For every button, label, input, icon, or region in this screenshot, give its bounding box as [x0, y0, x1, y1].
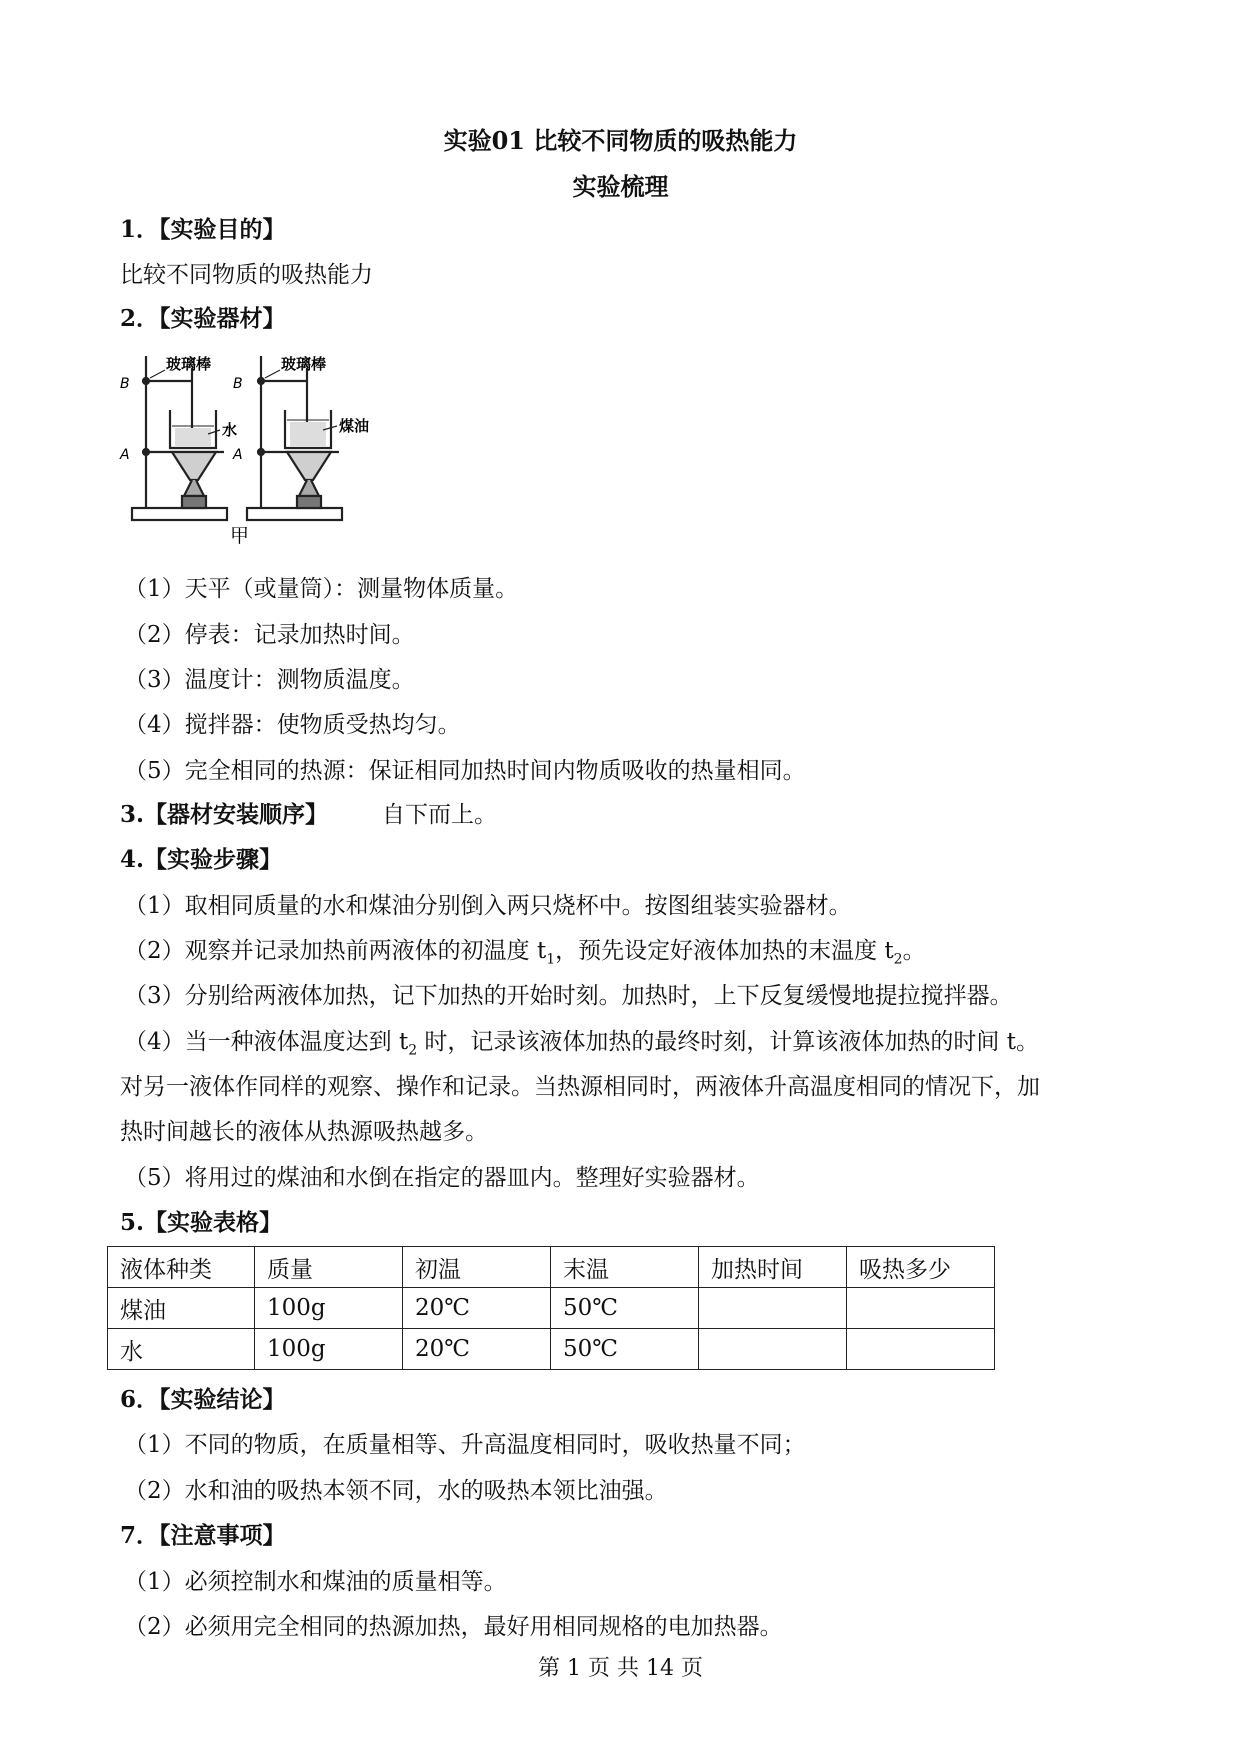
label-rod-left: 玻璃棒 — [166, 355, 212, 373]
label-b-right: B — [233, 376, 243, 392]
table-cell: 20℃ — [403, 1288, 551, 1329]
label-oil: 煤油 — [339, 417, 370, 435]
apparatus-figure — [120, 348, 370, 547]
table-header-cell: 质量 — [255, 1247, 403, 1288]
table-cell: 水 — [108, 1329, 255, 1370]
conclusion-item-2: （2）水和油的吸热本领不同，水的吸热本领比油强。 — [124, 1478, 668, 1504]
table-header-cell: 末温 — [551, 1247, 699, 1288]
notes-item-2: （2）必须用完全相同的热源加热，最好用相同规格的电加热器。 — [124, 1614, 783, 1640]
doc-subtitle: 实验梳理 — [572, 172, 669, 201]
table-cell: 100g — [255, 1288, 403, 1329]
table-header-row — [108, 1247, 995, 1288]
section-heading-conclusion: 6．【实验结论】 — [120, 1386, 286, 1413]
table-cell — [847, 1329, 995, 1370]
section-heading-table: 5.【实验表格】 — [120, 1209, 283, 1236]
table-cell — [699, 1288, 847, 1329]
step-1: （1）取相同质量的水和煤油分别倒入两只烧杯中。按图组装实验器材。 — [124, 893, 852, 919]
label-b-left: B — [120, 376, 130, 392]
table-cell: 50℃ — [551, 1288, 699, 1329]
install-order-text: 自下而上。 — [382, 802, 497, 828]
table-header-cell: 液体种类 — [108, 1247, 255, 1288]
section-heading-install-order: 3.【器材安装顺序】 — [120, 801, 329, 828]
table-header-cell: 初温 — [403, 1247, 551, 1288]
section-body-purpose: 比较不同物质的吸热能力 — [120, 262, 373, 288]
equipment-item-1: （1）天平（或量筒）：测量物体质量。 — [124, 576, 519, 602]
table-cell — [847, 1288, 995, 1329]
table-row — [108, 1329, 995, 1370]
step-2: （2）观察并记录加热前两液体的初温度 $t_1$，预先设定好液体加热的末温度 $t_2$。 — [124, 938, 926, 968]
section-heading-steps: 4.【实验步骤】 — [120, 846, 283, 873]
table-cell: 100g — [255, 1329, 403, 1370]
conclusion-item-1: （1）不同的物质，在质量相等、升高温度相同时，吸收热量不同； — [124, 1432, 806, 1458]
equipment-item-5: （5）完全相同的热源：保证相同加热时间内物质吸收的热量相同。 — [124, 758, 806, 784]
step-3: （3）分别给两液体加热，记下加热的开始时刻。加热时，上下反复缓慢地提拉搅拌器。 — [124, 983, 1013, 1009]
table-cell — [699, 1329, 847, 1370]
table-cell: 20℃ — [403, 1329, 551, 1370]
table-header-cell: 加热时间 — [699, 1247, 847, 1288]
table-cell: 50℃ — [551, 1329, 699, 1370]
label-a-right: A — [233, 447, 243, 463]
step-4-line-1: （4）当一种液体温度达到 $t_2$ 时，记录该液体加热的最终时刻，计算该液体加热的时间 t。 — [124, 1029, 1039, 1059]
equipment-item-2: （2）停表：记录加热时间。 — [124, 622, 415, 648]
label-a-left: A — [120, 447, 130, 463]
figure-caption: 甲 — [230, 525, 250, 547]
experiment-table — [107, 1246, 995, 1370]
step-4-line-2: 对另一液体作同样的观察、操作和记录。当热源相同时，两液体升高温度相同的情况下，加 — [120, 1074, 1040, 1100]
label-rod-right: 玻璃棒 — [281, 355, 327, 373]
step-5: （5）将用过的煤油和水倒在指定的器皿内。整理好实验器材。 — [124, 1165, 760, 1191]
step-4-line-3: 热时间越长的液体从热源吸热越多。 — [120, 1119, 488, 1145]
page-footer: 第 1 页 共 14 页 — [538, 1656, 703, 1681]
notes-item-1: （1）必须控制水和煤油的质量相等。 — [124, 1569, 507, 1595]
doc-title: 实验01 比较不同物质的吸热能力 — [443, 126, 798, 155]
equipment-item-4: （4）搅拌器：使物质受热均匀。 — [124, 712, 461, 738]
table-header-cell: 吸热多少 — [847, 1247, 995, 1288]
table-row — [108, 1288, 995, 1329]
apparatus-oil — [247, 356, 342, 520]
apparatus-water — [132, 356, 227, 520]
equipment-item-3: （3）温度计：测物质温度。 — [124, 667, 415, 693]
table-cell: 煤油 — [108, 1288, 255, 1329]
label-water: 水 — [222, 421, 238, 439]
section-heading-purpose: 1．【实验目的】 — [120, 216, 286, 243]
section-heading-notes: 7．【注意事项】 — [120, 1522, 286, 1549]
section-heading-equipment: 2．【实验器材】 — [120, 305, 286, 332]
